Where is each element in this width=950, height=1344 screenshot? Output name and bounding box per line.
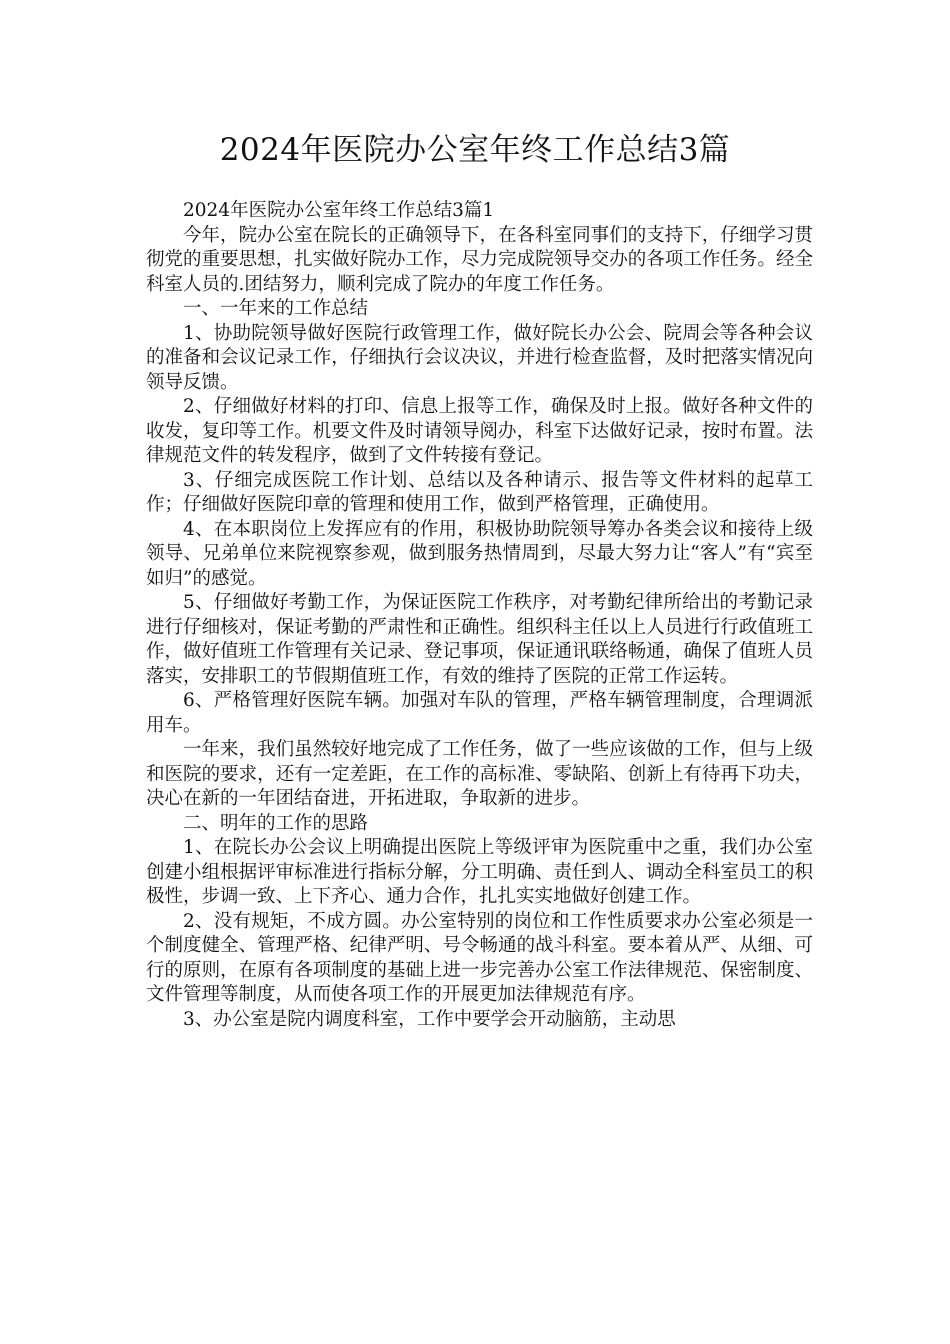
plan-item-3: 3、办公室是院内调度科室，工作中要学会开动脑筋，主动思 <box>183 1008 676 1030</box>
summary-conclusion: 一年来，我们虽然较好地完成了工作任务，做了一些应该做的工作，但与上级和医院的要求，还有一定差距，在工作的高标准、零缺陷、创新上有待再下功夫，决心在新的一年团结奋进，开拓进取，争取新的进步。 <box>146 739 813 809</box>
summary-item-1: 1、协助院领导做好医院行政管理工作，做好院长办公会、院周会等各种会议的准备和会议记录工作，仔细执行会议决议，并进行检查监督，及时把落实情况向领导反馈。 <box>146 322 813 393</box>
summary-item-3: 3、仔细完成医院工作计划、总结以及各种请示、报告等文件材料的起草工作；仔细做好医院印章的管理和使用工作，做到严格管理，正确使用。 <box>146 469 813 515</box>
document-title: 2024年医院办公室年终工作总结3篇 <box>219 132 731 168</box>
intro-paragraph: 今年，院办公室在院长的正确领导下，在各科室同事们的支持下，仔细学习贯彻党的重要思想，扎实做好院办工作，尽力完成院领导交办的各项工作任务。经全科室人员的.团结努力，顺利完成了院办的年度工作任务。 <box>146 224 813 295</box>
plan-item-2: 2、没有规矩，不成方圆。办公室特别的岗位和工作性质要求办公室必须是一个制度健全、管理严格、纪律严明、号令畅通的战斗科室。要本着从严、从细、可行的原则，在原有各项制度的基础上进一步完善办公室工作法律规范、保密制度、文件管理等制度，从而使各项工作的开展更加法律规范有序。 <box>146 910 813 1005</box>
summary-item-4: 4、在本职岗位上发挥应有的作用，积极协助院领导筹办各类会议和接待上级领导、兄弟单位来院视察参观，做到服务热情周到，尽最大努力让“客人”有“宾至如归”的感觉。 <box>146 518 813 589</box>
document-body <box>146 199 813 1032</box>
summary-item-2: 2、仔细做好材料的打印、信息上报等工作，确保及时上报。做好各种文件的收发，复印等工作。机要文件及时请领导阅办，科室下达做好记录，按时布置。法律规范文件的转发程序，做到了文件转接有登记。 <box>146 396 813 466</box>
summary-item-6: 6、严格管理好医院车辆。加强对车队的管理，严格车辆管理制度，合理调派用车。 <box>146 690 813 736</box>
section-heading-plan: 二、明年的工作的思路 <box>183 812 369 834</box>
plan-item-1: 1、在院长办公会议上明确提出医院上等级评审为医院重中之重，我们办公室创建小组根据评审标准进行指标分解，分工明确、责任到人、调动全科室员工的积极性，步调一致、上下齐心、通力合作，扎扎实实地做好创建工作。 <box>146 837 813 907</box>
subtitle-paragraph: 2024年医院办公室年终工作总结3篇1 <box>183 200 495 221</box>
section-heading-summary: 一、一年来的工作总结 <box>183 298 369 319</box>
summary-item-5: 5、仔细做好考勤工作，为保证医院工作秩序，对考勤纪律所给出的考勤记录进行仔细核对，保证考勤的严肃性和正确性。组织科主任以上人员进行行政值班工作，做好值班工作管理有关记录、登记事项，保证通讯联络畅通，确保了值班人员落实，安排职工的节假期值班工作，有效的维持了医院的正常工作运转。 <box>146 592 813 687</box>
